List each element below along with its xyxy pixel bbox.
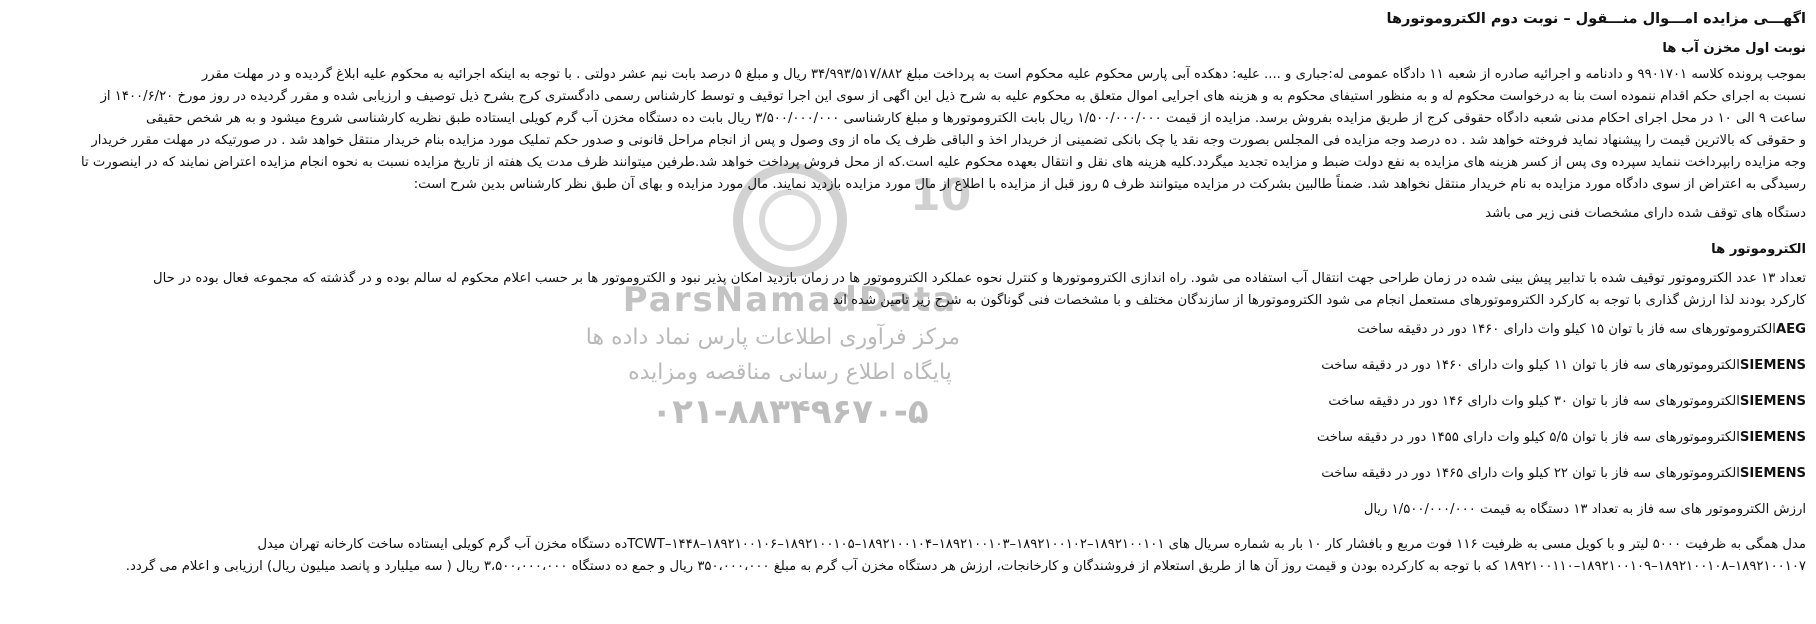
tank-line: مدل همگی به ظرفیت ۵۰۰۰ لیتر و با کویل مسی به ظرفیت ۱۱۶ فوت مربع و بافشار کار ۱۰ بار به شماره سریال های ۱۸۹۲۱۰۰۱۰۱–۱۸۹۲۱۰۰۱۰۲–۱۸۹۲۱۰۰۱۰۳–۱۸۹۲۱۰۰۱۰۴–۱۸۹۲۱۰۰۱۰۵–۱۸۹۲۱۰۰۱۰۶–۱۴۴۸–TCWTده دستگاه مخزن آب گرم کویلی ایستاده ساخت کارخانه تهران میدل: [257, 537, 1806, 552]
motors-line: کارکرد بودند لذا ارزش گذاری با توجه به کارکرد الکتروموتورهای مستعمل انجام می شود الکتروموتورها از سازندگان مختلف و با مشخصات فنی گوناگون به شرح زیر تامین شده اند: [832, 293, 1806, 308]
motor-description: الکتروموتورهای سه فاز با توان ۳۰ کیلو وات دارای ۱۴۶ دور در دقیقه ساخت: [1328, 394, 1740, 409]
motors-paragraph: [10, 268, 1806, 312]
motor-item: [10, 456, 1806, 492]
watermark-logo-digits: 10: [910, 170, 972, 221]
paragraph-line: و حقوقی که بالاترین قیمت را پیشنهاد نماید فروخته خواهد شد . ده درصد وجه مزایده فی المجلس بصورت وجه نقد یا چک بانکی تضمینی از خریدار اخذ و الباقی ظرف یک ماه از وی وصول و پس از انجام مراحل قانونی و صدور حکم تملیک مورد مزایده بنام خریدار منتقل خواهد شد . در صورتیکه در مهلت مقرر خریدار: [91, 133, 1806, 148]
motor-brand: SIEMENS: [1739, 430, 1806, 445]
motor-description: الکتروموتورهای سه فاز با توان ۱۵ کیلو وات دارای ۱۴۶۰ دور در دقیقه ساخت: [1357, 322, 1776, 337]
watermark-brand: ParsNamadData: [622, 280, 958, 320]
motor-brand: SIEMENS: [1739, 466, 1806, 481]
paragraph-line: ساعت ۹ الی ۱۰ در محل اجرای احکام مدنی شعبه دادگاه حقوقی کرج از طریق مزایده بفروش برسد. مزایده از قیمت ۱/۵۰۰/۰۰۰/۰۰۰ ریال بابت الکتروموتورها و مبلغ کارشناسی ۳/۵۰۰/۰۰۰/۰۰۰ ریال بابت ده دستگاه مخزن آب گرم کویلی ایستاده طبق نظریه کارشناسی شروع میشود و به هر شخص حقیقی: [146, 111, 1806, 126]
devices-intro: دستگاه های توقف شده دارای مشخصات فنی زیر می باشد: [1485, 206, 1806, 221]
motor-item: [10, 384, 1806, 420]
motor-brand: SIEMENS: [1739, 394, 1806, 409]
motors-line: تعداد ۱۳ عدد الکتروموتور توقیف شده با تدابیر پیش بینی شده در زمان طراحی جهت انتقال آب استفاده می شود. راه اندازی الکتروموتورها و کنترل نحوه عملکرد الکتروموتور ها در زمان بازدید امکان پذیر نبود و الکتروموتور ها بر حسب اعلام محکوم له سالم بوده و در گذشته که مجموعه فعال بوده در حال: [153, 271, 1806, 286]
watermark-phone: ۰۲۱-۸۸۳۴۹۶۷۰-۵: [651, 392, 929, 432]
motor-item: [10, 348, 1806, 384]
motor-item: [10, 420, 1806, 456]
motor-list: [10, 312, 1806, 492]
tank-paragraph: [10, 534, 1806, 578]
motor-brand: AEG: [1775, 322, 1806, 337]
paragraph-line: وجه مزایده رابپرداخت ننماید سپرده وی پس از کسر هزینه های مزایده به نفع دولت ضبط و مزایده تجدید میگردد.کلیه هزینه های نقل و انتقال بعهده محکوم علیه است.که از محل فروش پرداخت خواهد شد.طرفین میتوانند ظرف مدت یک هفته از تاریخ مزایده نسبت به نحوه انجام مزایده اعتراض نمایند که در اینصورت تا: [81, 155, 1806, 170]
paragraph-line: نسبت به اجرای حکم اقدام ننموده است بنا به درخواست محکوم له و به منظور استیفای محکوم به و هزینه های اجرایی اموال متعلق به محکوم علیه به شرح ذیل این اگهی از سوی این اجرا توقیف و توسط کارشناس رسمی دادگستری کرج بشرح ذیل توصیف و ارزیابی شده و مقرر گردیده در روز مورخ ۱۴۰۰/۶/۲۰ از: [100, 89, 1806, 104]
notice-paragraph: [10, 64, 1806, 196]
watermark-line1: مرکز فرآوری اطلاعات پارس نماد داده ها: [585, 325, 960, 350]
watermark-line2: پایگاه اطلاع رسانی مناقصه ومزایده: [628, 360, 952, 385]
motor-brand: SIEMENS: [1739, 358, 1806, 373]
motor-description: الکتروموتورهای سه فاز با توان ۱۱ کیلو وات دارای ۱۴۶۰ دور در دقیقه ساخت: [1321, 358, 1740, 373]
valuation-line: ارزش الکتروموتور های سه فاز به تعداد ۱۳ دستگاه به قیمت ۱/۵۰۰/۰۰۰/۰۰۰ ریال: [1363, 502, 1806, 517]
notice-subtitle: نوبت اول مخزن آب ها: [1662, 41, 1806, 56]
notice-title: اگهـــی مزایده امـــوال منـــقول – نوبت دوم الکتروموتورها: [1386, 11, 1806, 27]
section-heading: الکتروموتور ها: [1711, 242, 1806, 257]
motor-description: الکتروموتورهای سه فاز با توان ۲۲ کیلو وات دارای ۱۴۶۵ دور در دقیقه ساخت: [1321, 466, 1740, 481]
tank-line: ۱۸۹۲۱۰۰۱۰۷–۱۸۹۲۱۰۰۱۰۸–۱۸۹۲۱۰۰۱۰۹–۱۸۹۲۱۰۰۱۱۰ که با توجه به کارکرده بودن و قیمت روز آن ها از طریق استعلام از فروشندگان و کارخانجات، ارزش هر دستگاه مخزن آب گرم به مبلغ ۳۵۰،۰۰۰،۰۰۰ ریال و جمع ده دستگاه ۳،۵۰۰،۰۰۰،۰۰۰ ریال ( سه میلیارد و پانصد میلیون ریال) ارزیابی و اعلام می گردد.: [125, 559, 1806, 574]
paragraph-line: رسیدگی به اعتراض از سوی دادگاه مورد مزایده به نام خریدار منتقل نخواهد شد. ضمناً طالبین بشرکت در مزایده میتوانند ظرف ۵ روز قبل از مزایده با اطلاع از مال مورد مزایده بازدید نمایند. مال مورد مزایده و بهای آن طبق نظر کارشناس بدین شرح است:: [413, 177, 1806, 192]
motor-description: الکتروموتورهای سه فاز با توان ۵/۵ کیلو وات دارای ۱۴۵۵ دور در دقیقه ساخت: [1316, 430, 1740, 445]
motor-item: [10, 312, 1806, 348]
paragraph-line: بموجب پرونده کلاسه ۹۹۰۱۷۰۱ و دادنامه و اجرائیه صادره از شعبه ۱۱ دادگاه عمومی له:جباری و .... علیه: دهکده آبی پارس محکوم علیه محکوم است به پرداخت مبلغ ۳۴/۹۹۳/۵۱۷/۸۸۲ ریال و مبلغ ۵ درصد بابت نیم عشر دولتی . با توجه به اینکه اجرائیه به محکوم علیه ابلاغ گردیده و در مهلت مقرر: [201, 67, 1806, 82]
